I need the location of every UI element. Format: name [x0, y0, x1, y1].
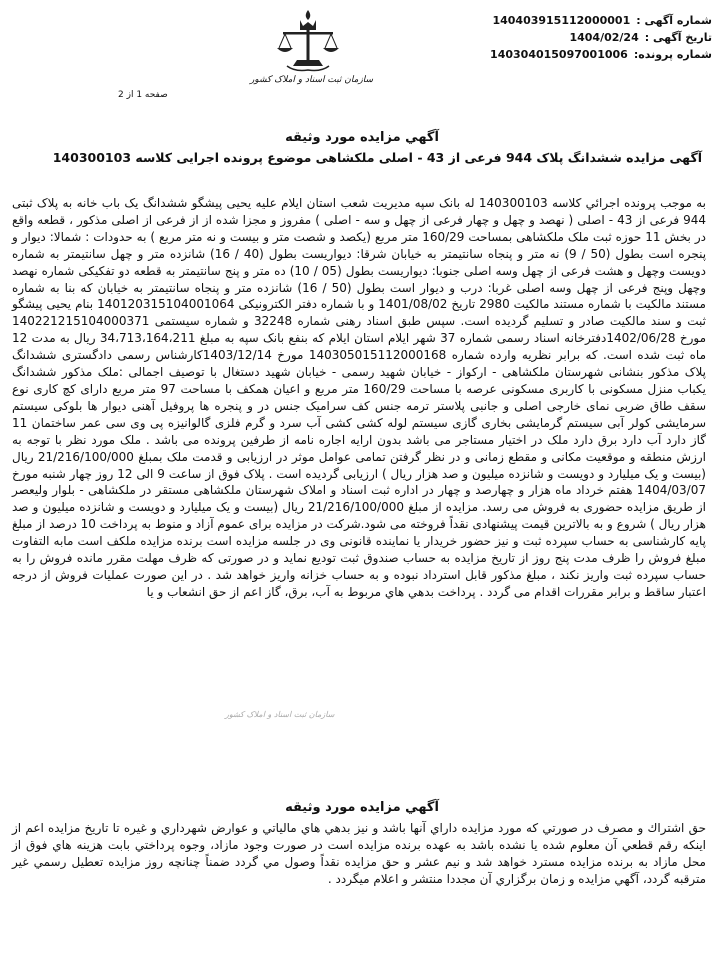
notice-subtitle: آگهی مزایده ششدانگ پلاک 944 فرعی از 43 - اصلی ملکشاهی موضوع پرونده اجرایی کلاسه 140300103	[52, 150, 702, 165]
file-number-row	[412, 46, 712, 63]
organization-name: سازمان ثبت اسناد و املاک کشور	[250, 75, 374, 85]
notice-title: آگهي مزايده مورد وثيقه	[285, 130, 439, 145]
ad-date-label: تاریخ آگهی :	[644, 31, 712, 44]
ad-date-row	[412, 29, 712, 46]
header-meta	[412, 12, 712, 63]
ad-date-value: 1404/02/24	[569, 31, 639, 44]
continuation-title: آگهي مزايده مورد وثيقه	[285, 800, 439, 815]
scales-of-justice-icon	[273, 8, 343, 74]
notice-body: به موجب پرونده اجرائي كلاسه 140300103 له بانک سپه مدیریت شعب استان ایلام علیه یحیی پیشگو ششدانگ يک باب خانه به پلاک ثبتی 944 فرعی از 43 - اصلی ( نهصد و چهل و چهار فرعی از چهل و سه - اصلی ) مفروز و مجزا شده از از فرعی از اصلی مذکور ، قطعه واقع در بخش 11 حوزه ثبت ملک ملکشاهی بمساحت 160/29 متر مربع (یکصد و شصت متر و بیست و نه متر مربع ) به حدودات : شمالا: دیوار و پنجره است بطول (50 / 9) نه متر و پنجاه سانتیمتر به خیابان شرقا: دیواریست بطول (40 / 16) شانزده متر و چهل سانتیمتر به شماره دویست وچهل و هشت فرعی از چهل وسه اصلی جنوبا: دیواریست بطول (05 / 10) ده متر و پنج سانتیمتر به قطعه دو تفکیکی شماره نهصد وچهل وپنج فرعی از چهل وسه اصلی غربا: درب و دیوار است بطول (50 / 16) شانزده متر و پنجاه سانتیمتر به خیابان که بنا به شماره مستند مالکیت با شماره مستند مالکیت 2980 تاریخ 1401/08/02 و با شماره دفتر الکترونیکی 140120315104001064 بنام یحیی پیشگو ثبت و سند مالکیت صادر و تسلیم گردیده است. سپس طبق اسناد رهنی شماره 32248 و شماره سیستمی 140221215104000371 مورخ 1402/06/28دفترخانه اسناد رسمی شماره 37 شهر ایلام استان ایلام که بنفع بانک سپه به مبلغ 34،713،164،211 ریال به مدت 12 ماه ثبت شده است. که برابر نظریه وارده شماره 140305015112000168 مورخ 1403/12/14کارشناس رسمی دادگستری ششدانگ پلاک مذکور بنشانی شهرستان ملکشاهی - ارکواز - خیابان شهید رسمی - خیابان شهید دستغال با توصیف اجمالی :ملک مذکور ششدانگ یکباب منزل مسکونی با کاربری مسکونی عرصه با مساحت 160/29 متر مربع و اعیان همکف با مساحت 97 متر مربع دارای کچ کاری نوع سقف طاق ضربی نمای خارجی اصلی و جانبی پلاستر ترمه جنس کف سرامیک جنس در و پنجره ها پروفیل آهنی دیوار ها بلوکی سیستم سرمایشی کولر آبی سیستم گرمایشی بخاری گازی سیستم لوله کشی کشی آب سرد و گرم فلزی گالوانیزه پی وی سی عمر ساختمان 11 گاز دارد آب دارد برق دارد ملک در اختیار مستاجر می باشد بدون ارایه اجاره نامه از طرفین پرونده می باشد . ملک مورد نظر با توجه به ارزش منطقه و موقعیت مکانی و مقطع زمانی و در نظر گرفتن تمامی عوامل موثر در ارزیابی و قدمت ملک بمبلغ 21/216/100/000 ریال (بیست و یک میلیارد و دویست و شانزده میلیون و صد هزار ریال ) ارزیابی گردیده است . پلاک فوق از ساعت 9 الی 12 روز چهار شنبه مورخ 1404/03/07 هفتم خرداد ماه هزار و چهارصد و چهار در اداره ثبت اسناد و املاک شهرستان ملکشاهی مستقر در ملکشاهی - بلوار ولیعصر از طریق مزایده حضوری به فروش می رسد. مزایده از مبلغ 21/216/100/000 ریال (بیست و یک میلیارد و دویست و شانزده میلیون و صد هزار ریال ) شروع و به بالاترین قیمت پیشنهادی نقداً فروخته می شود.شرکت در مزایده برای عموم آزاد و منوط به پرداخت 10 درصد از مبلغ پایه کارشناسی به حساب سپرده ثبت و نیز حضور خریدار یا نماینده قانونی وی در جلسه مزایده است برنده مزایده ملکف است مابه التفاوت مبلغ فروش را ظرف مدت پنج روز از تاریخ مزایده به حساب صندوق ثبت تودیع نماید و در صورتی که ظرف مهلت مقرر مانده فروش را به حساب سپرده ثبت واریز نکند ، مبلغ مذکور قابل استرداد نبوده و به حساب خزانه واریز خواهد شد . در این صورت عملیات فروش از درجه اعتبار ساقط و برابر مقررات اقدام می گردد . پرداخت بدهي هاي مربوط به آب، برق، گاز اعم از حق انشعاب و يا	[12, 196, 707, 599]
faint-watermark-seal: سازمان ثبت اسناد و املاک کشور	[225, 710, 335, 719]
ad-number-value: 140403915112000001	[492, 14, 631, 27]
continuation-body: حق اشتراك و مصرف در صورتي كه مورد مزايده داراي آنها باشد و نيز بدهي هاي مالياتي و عوارض شهرداري و غيره تا تاريخ مزايده اعم از اينكه رقم قطعي آن معلوم شده يا نشده باشد به عهده برنده مزايده است در صورت وجود مازاد، وجوه پرداختي بابت هزينه هاي فوق از محل مازاد به برنده مزايده مسترد خواهد شد و نيم عشر و حق مزايده نقداً وصول مي گردد ضمناً چنانچه روز مزايده تعطيل رسمي غير مترقبه گردد، آگهي مزايده و زمان برگزاري آن مجددا منتشر و اعلام ميگردد .	[12, 821, 706, 886]
ad-number-row	[412, 12, 712, 29]
ad-number-label: شماره آگهی :	[636, 14, 712, 27]
organization-emblem	[250, 8, 374, 100]
page-number: صفحه 1 از 2	[118, 90, 168, 100]
file-number-label: شماره پرونده:	[633, 48, 712, 61]
file-number-value: 140304015097001006	[490, 48, 628, 61]
